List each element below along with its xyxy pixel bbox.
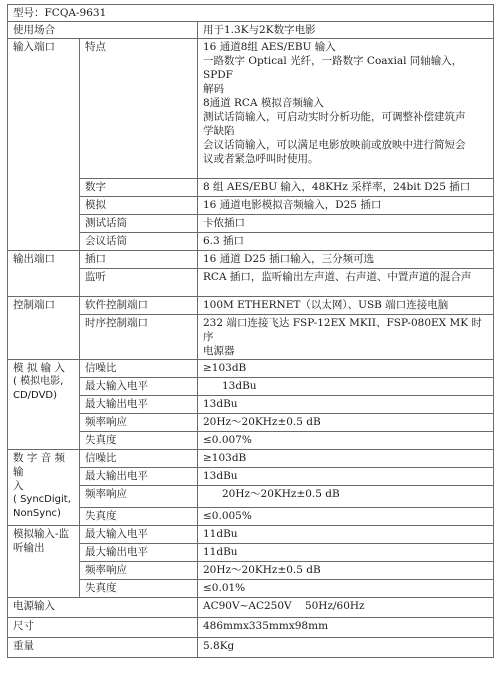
feature-line: 16 通道8组 AES/EBU 输入 bbox=[203, 41, 336, 53]
monitor-output-title: 模拟输入-监 bbox=[13, 528, 70, 540]
input-digital-row bbox=[8, 179, 494, 197]
feature-line: 议或者紧急呼叫时使用。 bbox=[203, 153, 319, 165]
digital-input-category bbox=[8, 450, 80, 526]
digital-thd-label: 失真度 bbox=[80, 508, 198, 526]
input-analog-label: 模拟 bbox=[80, 197, 198, 215]
weight-label: 重量 bbox=[8, 638, 198, 658]
digital-input-sub: ( SyncDigit, NonSync) bbox=[13, 494, 71, 519]
digital-freq-label: 频率响应 bbox=[80, 486, 198, 508]
digital-maxout-row bbox=[8, 468, 494, 486]
analog-snr-label: 信噪比 bbox=[80, 360, 198, 378]
monitor-output-title-2: 听输出 bbox=[13, 542, 45, 554]
feature-line: 8通道 RCA 模拟音频输入 bbox=[203, 97, 324, 109]
monitor-maxin-value: 11dBu bbox=[198, 526, 494, 544]
output-monitor-label: 监听 bbox=[80, 269, 198, 297]
feature-line: 会议话筒输入，可以满足电影放映前或放映中进行简短会 bbox=[203, 139, 466, 151]
monitor-output-category bbox=[8, 526, 80, 598]
analog-thd-label: 失真度 bbox=[80, 432, 198, 450]
monitor-maxout-value: 11dBu bbox=[198, 544, 494, 562]
input-digital-value: 8 组 AES/EBU 输入，48KHz 采样率，24bit D25 插口 bbox=[198, 179, 494, 197]
usage-value: 用于1.3K与2K数字电影 bbox=[198, 22, 494, 39]
power-row bbox=[8, 598, 494, 618]
output-monitor-value: RCA 插口，监听输出左声道、右声道、中置声道的混合声 bbox=[198, 269, 494, 297]
analog-maxout-label: 最大输出电平 bbox=[80, 396, 198, 414]
analog-thd-value: ≤0.007% bbox=[198, 432, 494, 450]
input-testmic-label: 测试话筒 bbox=[80, 215, 198, 233]
digital-input-title: 数 字 音 频 输 bbox=[13, 452, 66, 478]
analog-snr-row bbox=[8, 360, 494, 378]
model-title: 型号：FCQA-9631 bbox=[8, 5, 494, 22]
input-features-label: 特点 bbox=[80, 39, 198, 179]
output-jack-row bbox=[8, 251, 494, 269]
usage-label: 使用场合 bbox=[8, 22, 198, 39]
input-features-row bbox=[8, 39, 494, 179]
input-digital-label: 数字 bbox=[80, 179, 198, 197]
monitor-freq-row bbox=[8, 562, 494, 580]
power-value: AC90V~AC250V 50Hz/60Hz bbox=[198, 598, 494, 618]
monitor-thd-value: ≤0.01% bbox=[198, 580, 494, 598]
analog-maxin-value: 13dBu bbox=[198, 378, 494, 396]
output-jack-value: 16 通道 D25 插口输入，三分频可选 bbox=[198, 251, 494, 269]
analog-snr-value: ≥103dB bbox=[198, 360, 494, 378]
digital-input-title-2: 入 bbox=[13, 480, 24, 492]
feature-line: 解码 bbox=[203, 83, 224, 95]
digital-freq-row bbox=[8, 486, 494, 508]
output-category: 输出端口 bbox=[8, 251, 80, 297]
input-analog-value: 16 通道电影模拟音频输入，D25 插口 bbox=[198, 197, 494, 215]
feature-line: 测试话筒输入，可启动实时分析功能，可调整补偿建筑声 bbox=[203, 111, 466, 123]
analog-input-category bbox=[8, 360, 80, 450]
digital-snr-value: ≥103dB bbox=[198, 450, 494, 468]
digital-thd-value: ≤0.005% bbox=[198, 508, 494, 526]
input-confmic-row bbox=[8, 233, 494, 251]
timing-line: 电源器 bbox=[203, 345, 235, 357]
feature-line: 学缺陷 bbox=[203, 125, 235, 137]
digital-maxout-value: 13dBu bbox=[198, 468, 494, 486]
weight-value: 5.8Kg bbox=[198, 638, 494, 658]
output-monitor-row bbox=[8, 269, 494, 297]
monitor-maxin-label: 最大输入电平 bbox=[80, 526, 198, 544]
control-software-value: 100M ETHERNET（以太网）、USB 端口连接电脑 bbox=[198, 297, 494, 315]
size-value: 486mmx335mmx98mm bbox=[198, 618, 494, 638]
digital-freq-value: 20Hz～20KHz±0.5 dB bbox=[198, 486, 494, 508]
feature-line: 一路数字 Optical 光纤，一路数字 Coaxial 同轴输入，SPDF bbox=[203, 55, 463, 81]
monitor-thd-row bbox=[8, 580, 494, 598]
analog-maxout-value: 13dBu bbox=[198, 396, 494, 414]
analog-maxin-label: 最大输入电平 bbox=[80, 378, 198, 396]
digital-thd-row bbox=[8, 508, 494, 526]
monitor-freq-label: 频率响应 bbox=[80, 562, 198, 580]
input-testmic-value: 卡侬插口 bbox=[198, 215, 494, 233]
control-software-row bbox=[8, 297, 494, 315]
power-label: 电源输入 bbox=[8, 598, 198, 618]
digital-maxout-label: 最大输出电平 bbox=[80, 468, 198, 486]
analog-freq-row bbox=[8, 414, 494, 432]
title-row bbox=[8, 5, 494, 22]
analog-freq-value: 20Hz～20KHz±0.5 dB bbox=[198, 414, 494, 432]
timing-line: 232 端口连接飞达 FSP-12EX MKII、FSP-080EX MK 时序 bbox=[203, 317, 482, 343]
control-timing-label: 时序控制端口 bbox=[80, 315, 198, 360]
analog-input-sub: ( 模拟电影, CD/DVD) bbox=[13, 376, 64, 401]
control-timing-row bbox=[8, 315, 494, 360]
control-category: 控制端口 bbox=[8, 297, 80, 360]
input-confmic-value: 6.3 插口 bbox=[198, 233, 494, 251]
monitor-maxout-label: 最大输出电平 bbox=[80, 544, 198, 562]
analog-thd-row bbox=[8, 432, 494, 450]
monitor-thd-label: 失真度 bbox=[80, 580, 198, 598]
monitor-maxout-row bbox=[8, 544, 494, 562]
input-testmic-row bbox=[8, 215, 494, 233]
output-jack-label: 插口 bbox=[80, 251, 198, 269]
spec-table bbox=[7, 4, 494, 658]
digital-snr-label: 信噪比 bbox=[80, 450, 198, 468]
analog-maxin-row bbox=[8, 378, 494, 396]
size-row bbox=[8, 618, 494, 638]
input-features-value bbox=[198, 39, 494, 179]
monitor-freq-value: 20Hz～20KHz±0.5 dB bbox=[198, 562, 494, 580]
digital-snr-row bbox=[8, 450, 494, 468]
weight-row bbox=[8, 638, 494, 658]
analog-maxout-row bbox=[8, 396, 494, 414]
input-category: 输入端口 bbox=[8, 39, 80, 251]
control-timing-value bbox=[198, 315, 494, 360]
analog-input-title: 模 拟 输 入 bbox=[13, 362, 66, 374]
size-label: 尺寸 bbox=[8, 618, 198, 638]
monitor-maxin-row bbox=[8, 526, 494, 544]
input-analog-row bbox=[8, 197, 494, 215]
analog-freq-label: 频率响应 bbox=[80, 414, 198, 432]
control-software-label: 软件控制端口 bbox=[80, 297, 198, 315]
usage-row bbox=[8, 22, 494, 39]
input-confmic-label: 会议话筒 bbox=[80, 233, 198, 251]
